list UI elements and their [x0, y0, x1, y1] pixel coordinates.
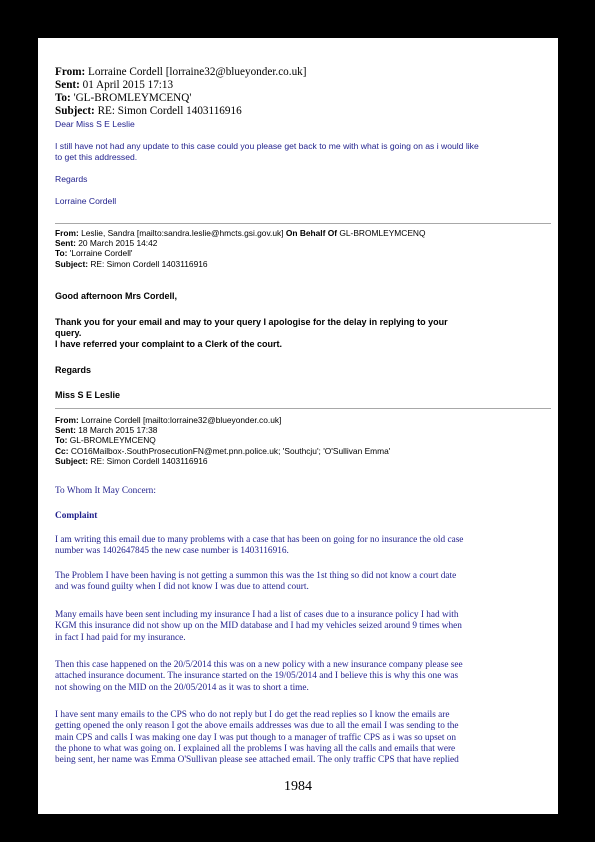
- email3-sent: 18 March 2015 17:38: [78, 425, 158, 436]
- email2-to: 'Lorraine Cordell': [69, 248, 133, 259]
- email3-paragraph-3: Many emails have been sent including my insurance I had a list of cases due to a insurance policy I had with KGM this insurance did not show up on the MID database and I had my vehicles seized around 9 times when in fact I had paid for my insurance.: [55, 610, 462, 643]
- email3-to-row: To: GL-BROMLEYMCENQ: [55, 435, 156, 446]
- email2-subject-row: Subject: RE: Simon Cordell 1403116916: [55, 258, 208, 269]
- page-number: 1984: [284, 779, 312, 794]
- document-page: [38, 38, 558, 814]
- email2-sent-row: Sent: 20 March 2015 14:42: [55, 238, 158, 249]
- email2-signature: Miss S E Leslie: [55, 390, 121, 400]
- email2-from-row: From: Leslie, Sandra [mailto:sandra.leslie@hmcts.gsi.gov.uk] On Behalf Of GL-BROMLEYMCENQ: [55, 228, 426, 238]
- divider-2: [55, 408, 551, 409]
- email1-regards: Regards: [55, 174, 88, 184]
- email1-to: 'GL-BROMLEYMCENQ': [73, 92, 192, 104]
- email1-signature: Lorraine Cordell: [55, 196, 117, 206]
- email3-subject: RE: Simon Cordell 1403116916: [90, 455, 208, 466]
- email3-header: [55, 415, 390, 466]
- email2-greeting: Good afternoon Mrs Cordell,: [55, 291, 178, 301]
- email1-sent: 01 April 2015 17:13: [82, 79, 174, 91]
- email1-subject: RE: Simon Cordell 1403116916: [97, 105, 242, 117]
- email2-behalf: GL-BROMLEYMCENQ: [339, 228, 426, 238]
- email1-header: [55, 66, 307, 118]
- email1-greeting: Dear Miss S E Leslie: [55, 119, 135, 129]
- email1-body: I still have not had any update to this case could you please get back to me with what is going on as i would like to get this addressed.: [55, 141, 479, 162]
- email3-from-row: From: Lorraine Cordell [mailto:lorraine32@blueyonder.co.uk]: [55, 415, 282, 425]
- email2-header: [55, 228, 425, 269]
- email3-to: GL-BROMLEYMCENQ: [69, 435, 156, 446]
- email2-body: Thank you for your email and may to your query I apologise for the delay in replying to your query. I have referred your complaint to a Clerk of the court.: [55, 317, 448, 349]
- email1-to-row: To: 'GL-BROMLEYMCENQ': [55, 92, 192, 104]
- email3-paragraph-5: I have sent many emails to the CPS who do not reply but I do get the read replies so I know the emails are getting opened the only reason I got the above emails addresses was due to all the email I was sending to the main CPS and calls I was making one day I was put though to a manager of traffic CPS as i was so upset on the phone to what was going on. I explained all the problems I was having all the calls and emails that were being sent, her name was Emma O'Sullivan please see attached email. The only traffic CPS that have replied: [55, 710, 459, 766]
- email3-paragraph-4: Then this case happened on the 20/5/2014 this was on a new policy with a new insurance company please see attached insurance document. The insurance started on the 19/05/2014 and I believe this is why this one was not showing on the MID on the 20/05/2014 as it was to short a time.: [55, 660, 463, 693]
- email3-cc-row: Cc: CO16Mailbox-.SouthProsecutionFN@met.pnn.police.uk; 'Southcju'; 'O'Sullivan Emma': [55, 445, 391, 456]
- email1-from-row: From: Lorraine Cordell [lorraine32@blueyonder.co.uk]: [55, 66, 307, 78]
- divider-1: [55, 223, 551, 224]
- email2-sent: 20 March 2015 14:42: [78, 238, 158, 249]
- email1-from: Lorraine Cordell [lorraine32@blueyonder.co.uk]: [88, 66, 307, 78]
- email3-sent-row: Sent: 18 March 2015 17:38: [55, 425, 158, 436]
- email3-paragraph-2: The Problem I have been having is not getting a summon this was the 1st thing so did not know a court date and was found guilty when I did not know I was due to attend court.: [55, 571, 457, 593]
- email2-to-row: To: 'Lorraine Cordell': [55, 248, 133, 259]
- email1-sent-row: Sent: 01 April 2015 17:13: [55, 79, 174, 91]
- email1-subject-row: Subject: RE: Simon Cordell 1403116916: [55, 105, 242, 117]
- email3-salutation: To Whom It May Concern:: [55, 486, 156, 496]
- email3-from: Lorraine Cordell [mailto:lorraine32@blueyonder.co.uk]: [81, 415, 282, 425]
- email2-subject: RE: Simon Cordell 1403116916: [90, 258, 208, 269]
- email3-paragraph-1: I am writing this email due to many problems with a case that has been on going for no insurance the old case number was 1402647845 the new case number is 1403116916.: [55, 535, 464, 557]
- email2-regards: Regards: [55, 365, 92, 375]
- email3-cc: CO16Mailbox-.SouthProsecutionFN@met.pnn.police.uk; 'Southcju'; 'O'Sullivan Emma': [70, 445, 391, 456]
- email3-subject-row: Subject: RE: Simon Cordell 1403116916: [55, 455, 208, 466]
- email2-from: Leslie, Sandra [mailto:sandra.leslie@hmcts.gsi.gov.uk]: [81, 228, 284, 238]
- email3-heading: Complaint: [55, 511, 98, 521]
